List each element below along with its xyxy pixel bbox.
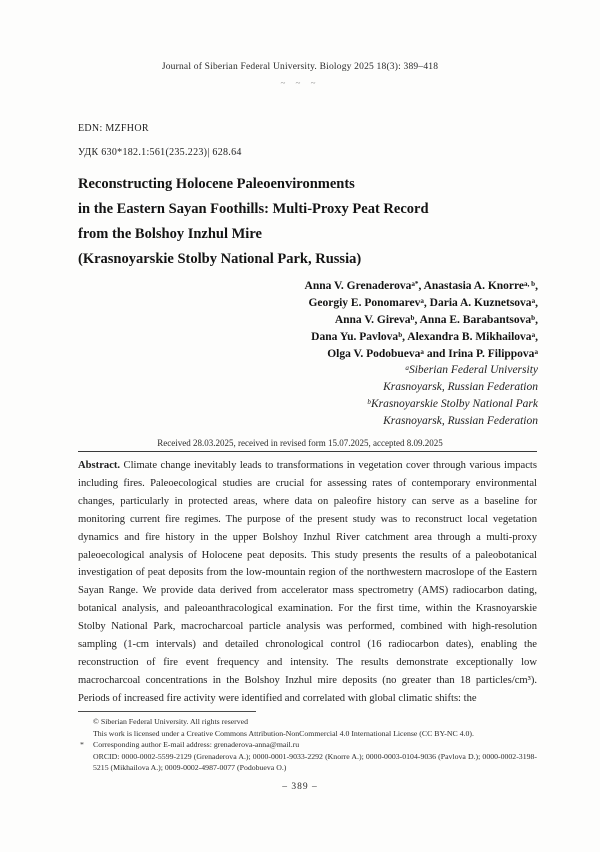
affiliation-line: Krasnoyarsk, Russian Federation <box>383 381 538 393</box>
title-line: in the Eastern Sayan Foothills: Multi-Proxy Peat Record <box>78 201 429 217</box>
authors-block <box>78 278 538 363</box>
abstract-top-rule <box>78 451 537 452</box>
author-line: Dana Yu. Pavlova$^b$, Alexandra B. Mikhailova$^a$, <box>311 330 538 343</box>
section-ornament: ~ ~ ~ <box>280 78 320 88</box>
asterisk-marker: * <box>80 740 84 750</box>
title-line: Reconstructing Holocene Paleoenvironments <box>78 176 355 192</box>
affiliations-block <box>78 362 538 430</box>
received-dates: Received 28.03.2025, received in revised form 15.07.2025, accepted 8.09.2025 <box>157 438 443 448</box>
affiliation-line: Krasnoyarsk, Russian Federation <box>383 415 538 427</box>
article-title <box>78 172 542 272</box>
corresponding-author-text: Corresponding author E-mail address: grenaderova-anna@mail.ru <box>93 740 300 750</box>
author-line: Anna V. Gireva$^b$, Anna E. Barabantsova$^b$, <box>334 313 538 326</box>
author-line: Georgiy E. Ponomarev$^a$, Daria A. Kuznetsova$^a$, <box>308 296 538 309</box>
affiliation-line: $^b$Krasnoyarskie Stolby National Park <box>367 397 538 410</box>
edn-code: EDN: MZFHOR <box>78 123 149 134</box>
abstract-label: Abstract. <box>78 460 121 471</box>
license-line: This work is licensed under a Creative Commons Attribution-NonCommercial 4.0 International License (CC BY-NC 4.0). <box>93 728 474 738</box>
title-line: from the Bolshoy Inzhul Mire <box>78 226 262 242</box>
affiliation-line: $^a$Siberian Federal University <box>405 363 538 376</box>
abstract-paragraph <box>78 457 537 708</box>
journal-header: Journal of Siberian Federal University. Biology 2025 18(3): 389–418 <box>161 62 439 72</box>
copyright-line: © Siberian Federal University. All rights reserved <box>93 717 249 726</box>
abstract-text: Climate change inevitably leads to transformations in vegetation cover through various impacts including fires. Paleoecological studies are crucial for assessing rates of contemporary environmental changes, particularly in protected areas, where data on paleofire history can serve as a baseline for monitoring current fire regimes. The purpose of the present study was to reconstruct local vegetation dynamics and fire history in the upper Bolshoy Inzhul River catchment area through a multi-proxy paleoecological analysis of Holocene peat deposits. This study presents the results of a paleobotanical investigation of peat deposits from the low-mountain region of the northwestern macroslope of the Eastern Sayan Range. We provide data derived from accelerator mass spectrometry (AMS) radiocarbon dating, botanical analysis, and paleoanthracological examination. For the first time, within the Krasnoyarskie Stolby National Park, macrocharcoal particle analysis was performed, combined with high-resolution sampling (1-cm intervals) and detailed chronological control (16 radiocarbon dates), enabling the reconstruction of fire event frequency and intensity. The results demonstrate exceptionally low macrocharcoal concentrations in the Bolshoy Inzhul mire deposits (no greater than 18 particles/cm³). Periods of increased fire activity were identified and correlated with global climatic shifts: the <box>78 460 537 704</box>
page-number: – 389 – <box>282 782 318 792</box>
footnote-rule <box>78 711 256 712</box>
corresponding-author-line <box>78 739 537 751</box>
author-line: Anna V. Grenaderova$^{a*}$, Anastasia A. Knorre$^{a, b}$, <box>304 279 538 292</box>
udk-code: УДК 630*182.1:561(235.223)| 628.64 <box>78 147 242 158</box>
author-line: Olga V. Podobueva$^a$ and Irina P. Filippova$^a$ <box>327 347 538 360</box>
orcid-line: ORCID: 0000-0002-5599-2129 (Grenaderova A.); 0000-0001-9033-2292 (Knorre A.); 0000-0003-0104-9036 (Pavlova D.); 0000-0002-3198-5215 (Mikhailova A.); 0009-0002-4987-0077 (Podobueva O.) <box>93 751 537 773</box>
title-line: (Krasnoyarskie Stolby National Park, Russia) <box>78 251 362 267</box>
footnotes-block <box>78 716 537 774</box>
